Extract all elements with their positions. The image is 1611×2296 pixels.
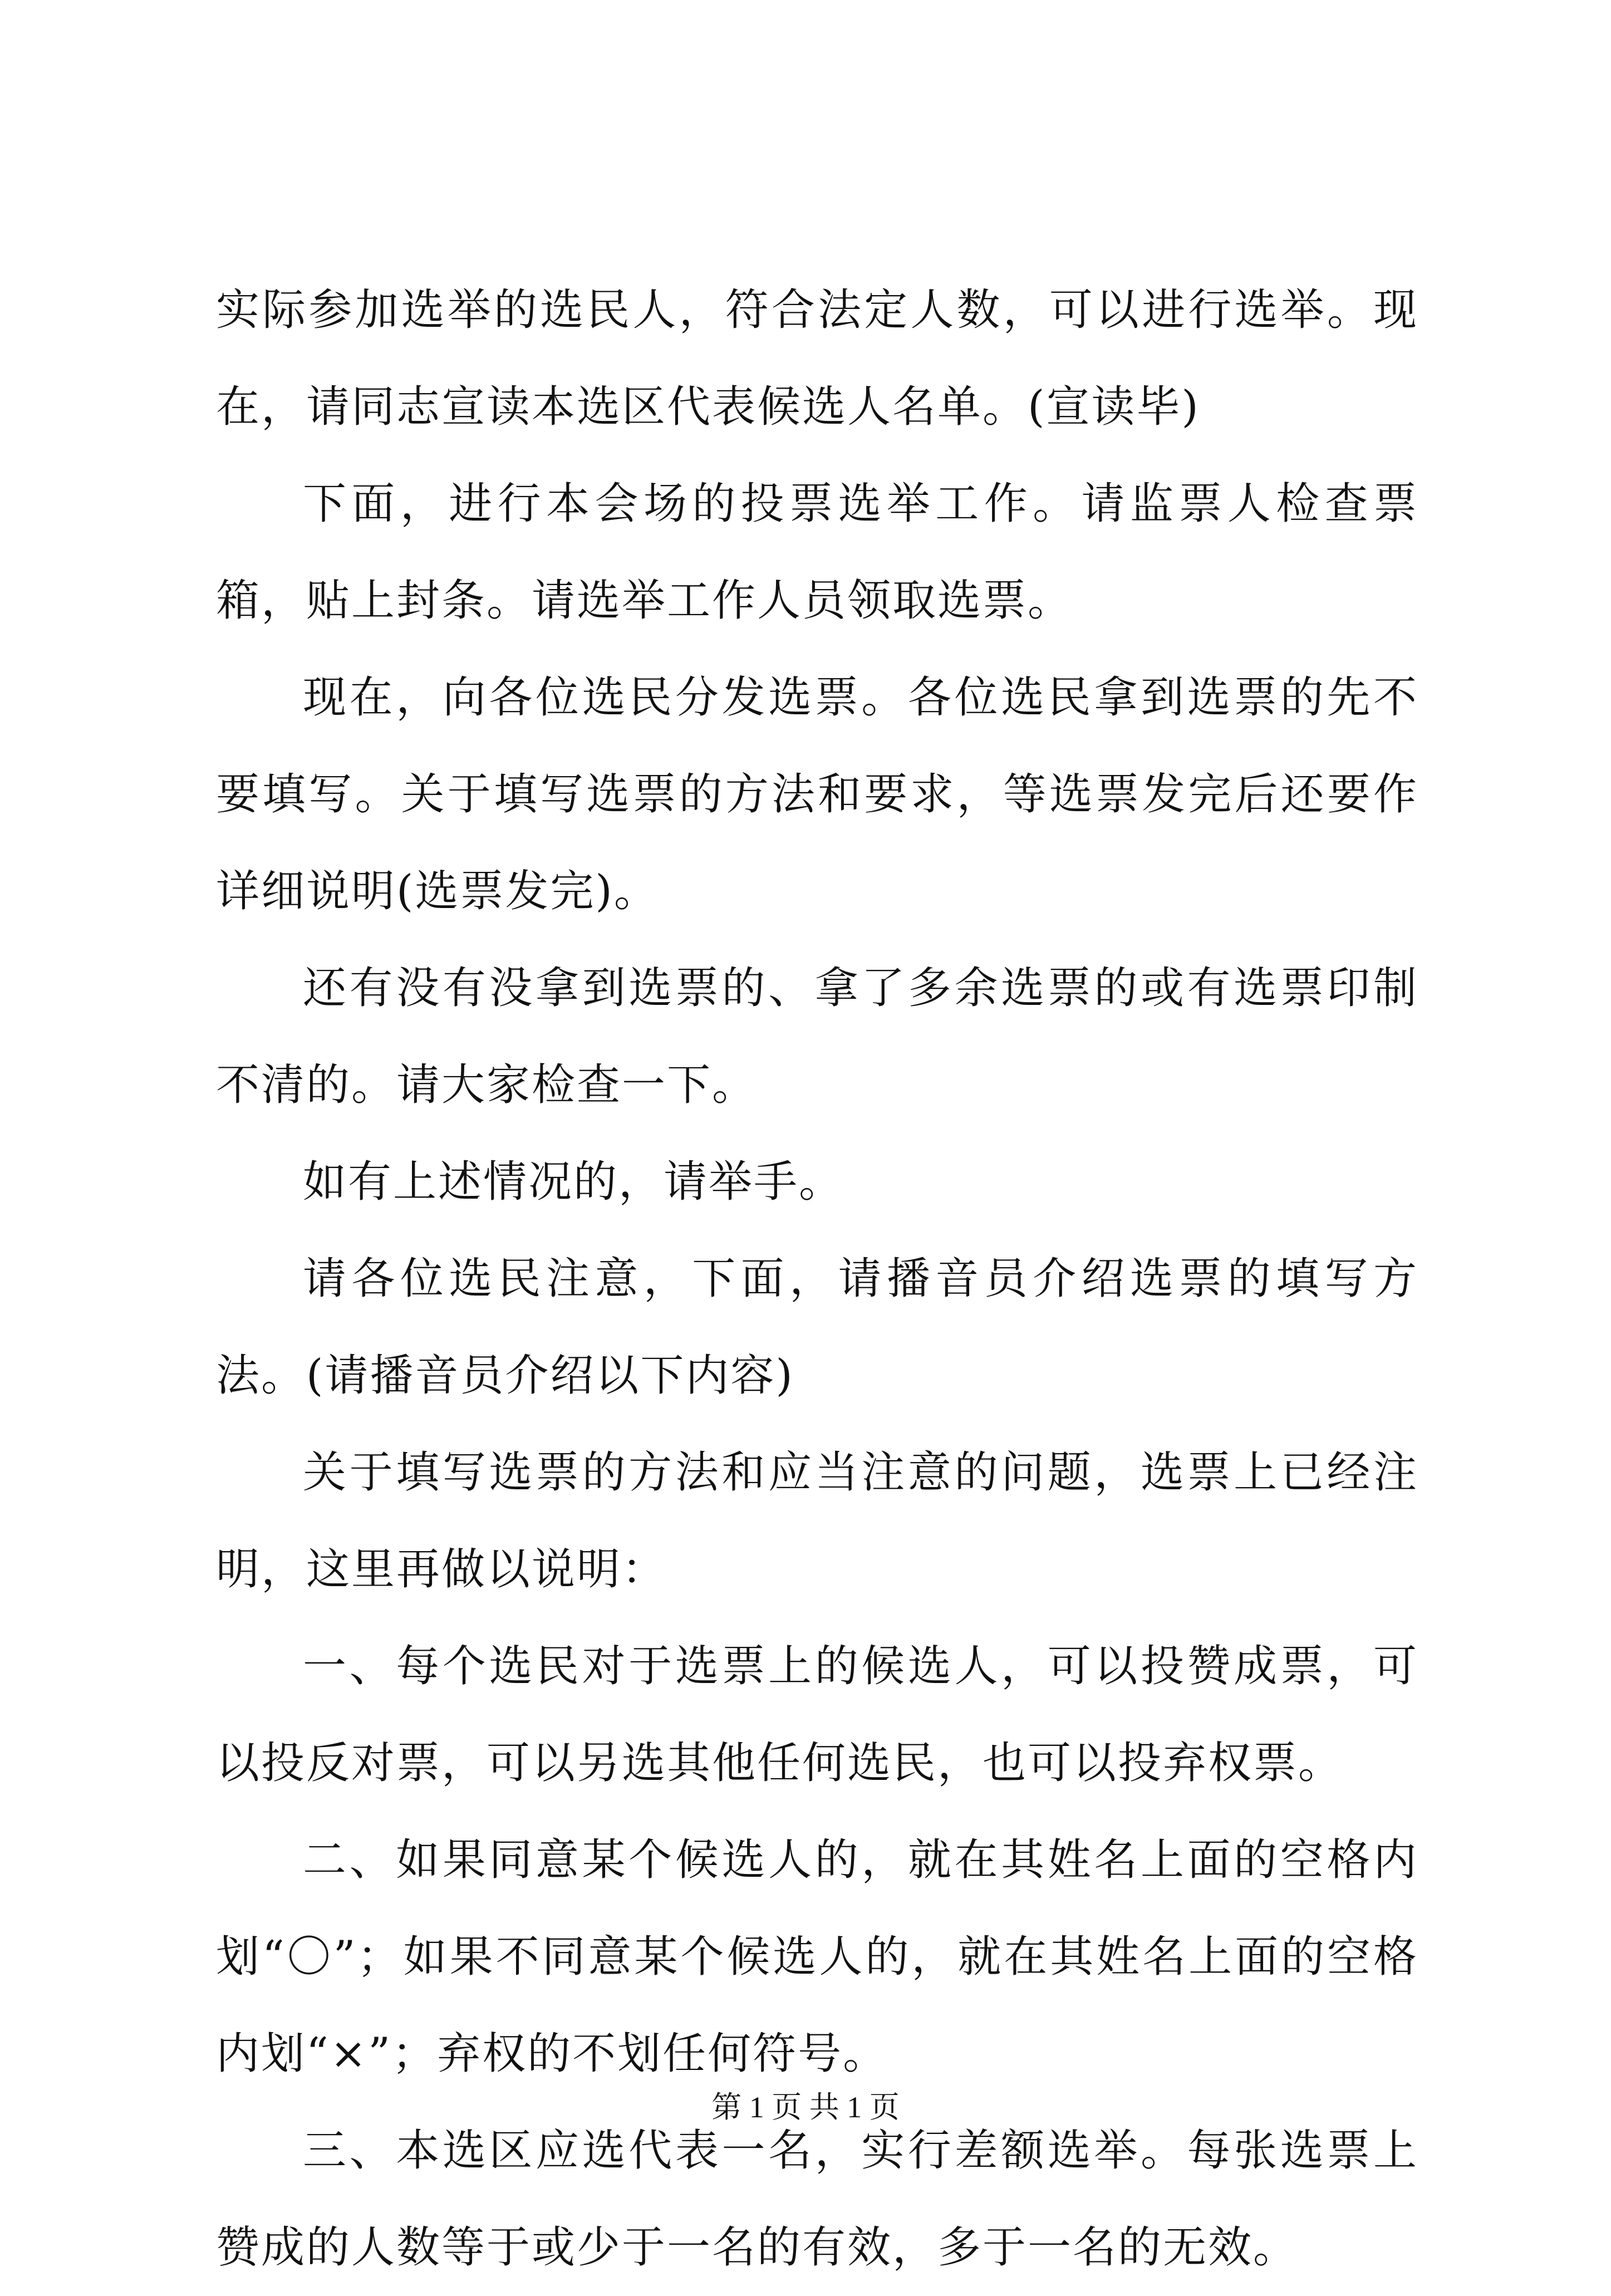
paragraph: 现在，向各位选民分发选票。各位选民拿到选票的先不要填写。关于填写选票的方法和要求，等选票发完后还要作详细说明(选票发完)。	[216, 673, 1418, 916]
paragraph: 实际参加选举的选民人，符合法定人数，可以进行选举。现在，请同志宣读本选区代表候选人名单。(宣读毕)	[216, 285, 1418, 432]
paragraph: 关于填写选票的方法和应当注意的问题，选票上已经注明，这里再做以说明：	[216, 1448, 1418, 1595]
page-number-footer: 第 1 页 共 1 页	[711, 2091, 900, 2124]
paragraph: 下面，进行本会场的投票选举工作。请监票人检查票箱，贴上封条。请选举工作人员领取选票。	[216, 479, 1418, 626]
paragraph: 二、如果同意某个候选人的，就在其姓名上面的空格内划“〇”；如果不同意某个候选人的，就在其姓名上面的空格内划“×”；弃权的不划任何符号。	[216, 1835, 1418, 2079]
paragraph: 还有没有没拿到选票的、拿了多余选票的或有选票印制不清的。请大家检查一下。	[216, 963, 1418, 1110]
paragraph: 如有上述情况的，请举手。	[303, 1157, 844, 1207]
paragraph: 一、每个选民对于选票上的候选人，可以投赞成票，可以投反对票，可以另选其他任何选民，也可以投弃权票。	[216, 1641, 1418, 1788]
paragraph: 请各位选民注意，下面，请播音员介绍选票的填写方法。(请播音员介绍以下内容)	[216, 1254, 1418, 1401]
paragraph: 三、本选区应选代表一名，实行差额选举。每张选票上赞成的人数等于或少于一名的有效，多于一名的无效。	[216, 2126, 1418, 2273]
document-body	[216, 262, 1418, 2296]
